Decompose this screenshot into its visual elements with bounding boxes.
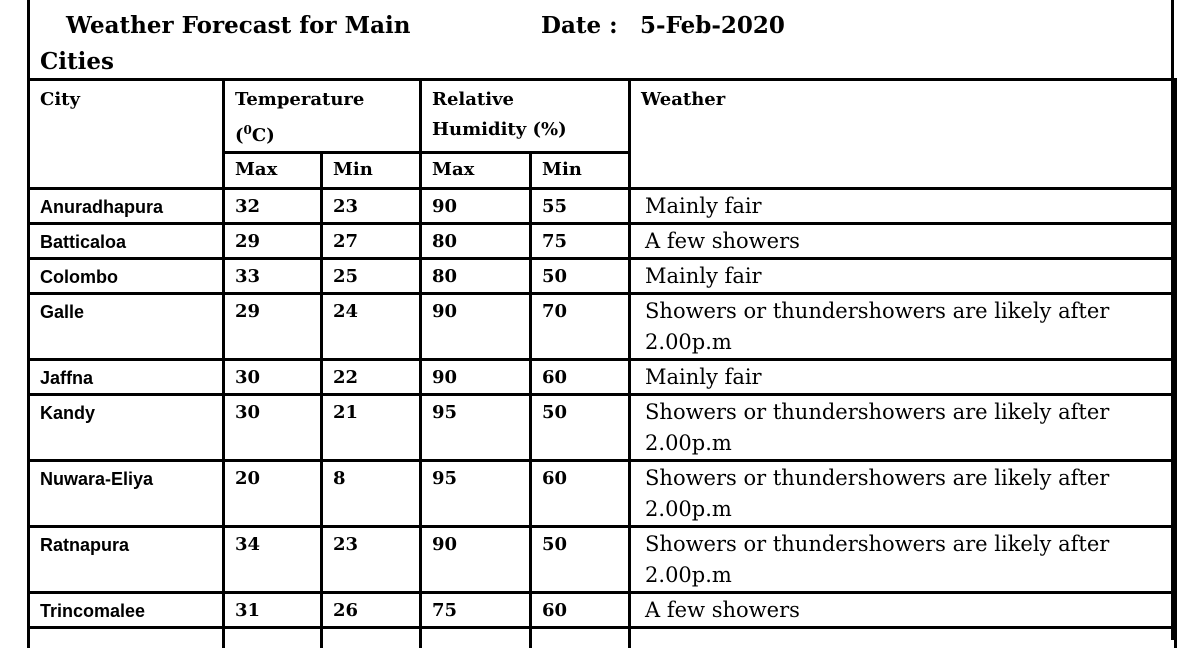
weather-cell: Showers or thundershowers are likely after 2.00p.m xyxy=(630,395,1176,461)
header-temperature-label: Temperature xyxy=(235,89,365,110)
empty-cell xyxy=(322,628,421,648)
humidity-min-cell: 50 xyxy=(531,259,630,294)
temp-max-cell: 30 xyxy=(224,360,322,395)
table-row xyxy=(29,224,1176,259)
temp-max-cell: 33 xyxy=(224,259,322,294)
humidity-min-cell: 70 xyxy=(531,294,630,360)
header-temp-min: Min xyxy=(322,153,421,189)
weather-cell: Showers or thundershowers are likely after 2.00p.m xyxy=(630,294,1176,360)
city-cell: Kandy xyxy=(29,395,224,461)
header-humidity-line2: Humidity (%) xyxy=(432,119,567,140)
empty-cell xyxy=(224,628,322,648)
humidity-min-cell: 60 xyxy=(531,461,630,527)
city-cell: Trincomalee xyxy=(29,593,224,628)
empty-cell xyxy=(630,628,1176,648)
date-label: Date : xyxy=(541,12,618,39)
header-hum-min: Min xyxy=(531,153,630,189)
date-value: 5-Feb-2020 xyxy=(640,12,785,39)
humidity-max-cell: 90 xyxy=(421,294,531,360)
humidity-max-cell: 90 xyxy=(421,360,531,395)
header-temperature-unit-sup: 0 xyxy=(243,123,252,137)
humidity-max-cell: 90 xyxy=(421,527,531,593)
header-weather: Weather xyxy=(630,80,1176,189)
humidity-min-cell: 50 xyxy=(531,395,630,461)
humidity-min-cell: 50 xyxy=(531,527,630,593)
humidity-max-cell: 80 xyxy=(421,259,531,294)
header-temperature xyxy=(224,80,421,153)
humidity-max-cell: 95 xyxy=(421,461,531,527)
humidity-max-cell: 95 xyxy=(421,395,531,461)
table-row xyxy=(29,259,1176,294)
temp-min-cell: 25 xyxy=(322,259,421,294)
humidity-min-cell: 75 xyxy=(531,224,630,259)
temp-min-cell: 23 xyxy=(322,527,421,593)
temp-max-cell: 29 xyxy=(224,224,322,259)
weather-cell: Showers or thundershowers are likely after 2.00p.m xyxy=(630,461,1176,527)
temp-max-cell: 29 xyxy=(224,294,322,360)
empty-cell xyxy=(29,628,224,648)
temp-min-cell: 8 xyxy=(322,461,421,527)
temp-min-cell: 22 xyxy=(322,360,421,395)
empty-cell xyxy=(421,628,531,648)
temp-max-cell: 20 xyxy=(224,461,322,527)
table-row xyxy=(29,360,1176,395)
weather-cell: Mainly fair xyxy=(630,259,1176,294)
forecast-table xyxy=(27,78,1177,648)
weather-cell: A few showers xyxy=(630,224,1176,259)
temp-min-cell: 26 xyxy=(322,593,421,628)
weather-cell: Mainly fair xyxy=(630,189,1176,224)
empty-cell xyxy=(531,628,630,648)
humidity-max-cell: 75 xyxy=(421,593,531,628)
humidity-min-cell: 60 xyxy=(531,360,630,395)
city-cell: Anuradhapura xyxy=(29,189,224,224)
table-row xyxy=(29,461,1176,527)
weather-cell: A few showers xyxy=(630,593,1176,628)
title-line-2: Cities xyxy=(40,48,114,75)
humidity-max-cell: 80 xyxy=(421,224,531,259)
weather-cell: Mainly fair xyxy=(630,360,1176,395)
city-cell: Colombo xyxy=(29,259,224,294)
city-cell: Galle xyxy=(29,294,224,360)
table-row xyxy=(29,189,1176,224)
table-row xyxy=(29,395,1176,461)
table-row xyxy=(29,593,1176,628)
humidity-max-cell: 90 xyxy=(421,189,531,224)
table-row-partial xyxy=(29,628,1176,648)
header-humidity-line1: Relative xyxy=(432,89,514,110)
temp-max-cell: 32 xyxy=(224,189,322,224)
header-city: City xyxy=(29,80,224,189)
temp-min-cell: 23 xyxy=(322,189,421,224)
temp-min-cell: 21 xyxy=(322,395,421,461)
header-temperature-unit-pre: ( xyxy=(235,125,244,146)
header-temp-max: Max xyxy=(224,153,322,189)
table-row xyxy=(29,294,1176,360)
humidity-min-cell: 55 xyxy=(531,189,630,224)
temp-max-cell: 34 xyxy=(224,527,322,593)
city-cell: Nuwara-Eliya xyxy=(29,461,224,527)
temp-max-cell: 31 xyxy=(224,593,322,628)
header-humidity xyxy=(421,80,630,153)
city-cell: Ratnapura xyxy=(29,527,224,593)
header-hum-max: Max xyxy=(421,153,531,189)
temp-max-cell: 30 xyxy=(224,395,322,461)
page-title xyxy=(40,8,440,80)
city-cell: Jaffna xyxy=(29,360,224,395)
city-cell: Batticaloa xyxy=(29,224,224,259)
title-line-1: Weather Forecast for Main xyxy=(66,12,411,39)
weather-cell: Showers or thundershowers are likely after 2.00p.m xyxy=(630,527,1176,593)
temp-min-cell: 24 xyxy=(322,294,421,360)
header-temperature-unit-post: C) xyxy=(251,125,275,146)
humidity-min-cell: 60 xyxy=(531,593,630,628)
table-row xyxy=(29,527,1176,593)
temp-min-cell: 27 xyxy=(322,224,421,259)
